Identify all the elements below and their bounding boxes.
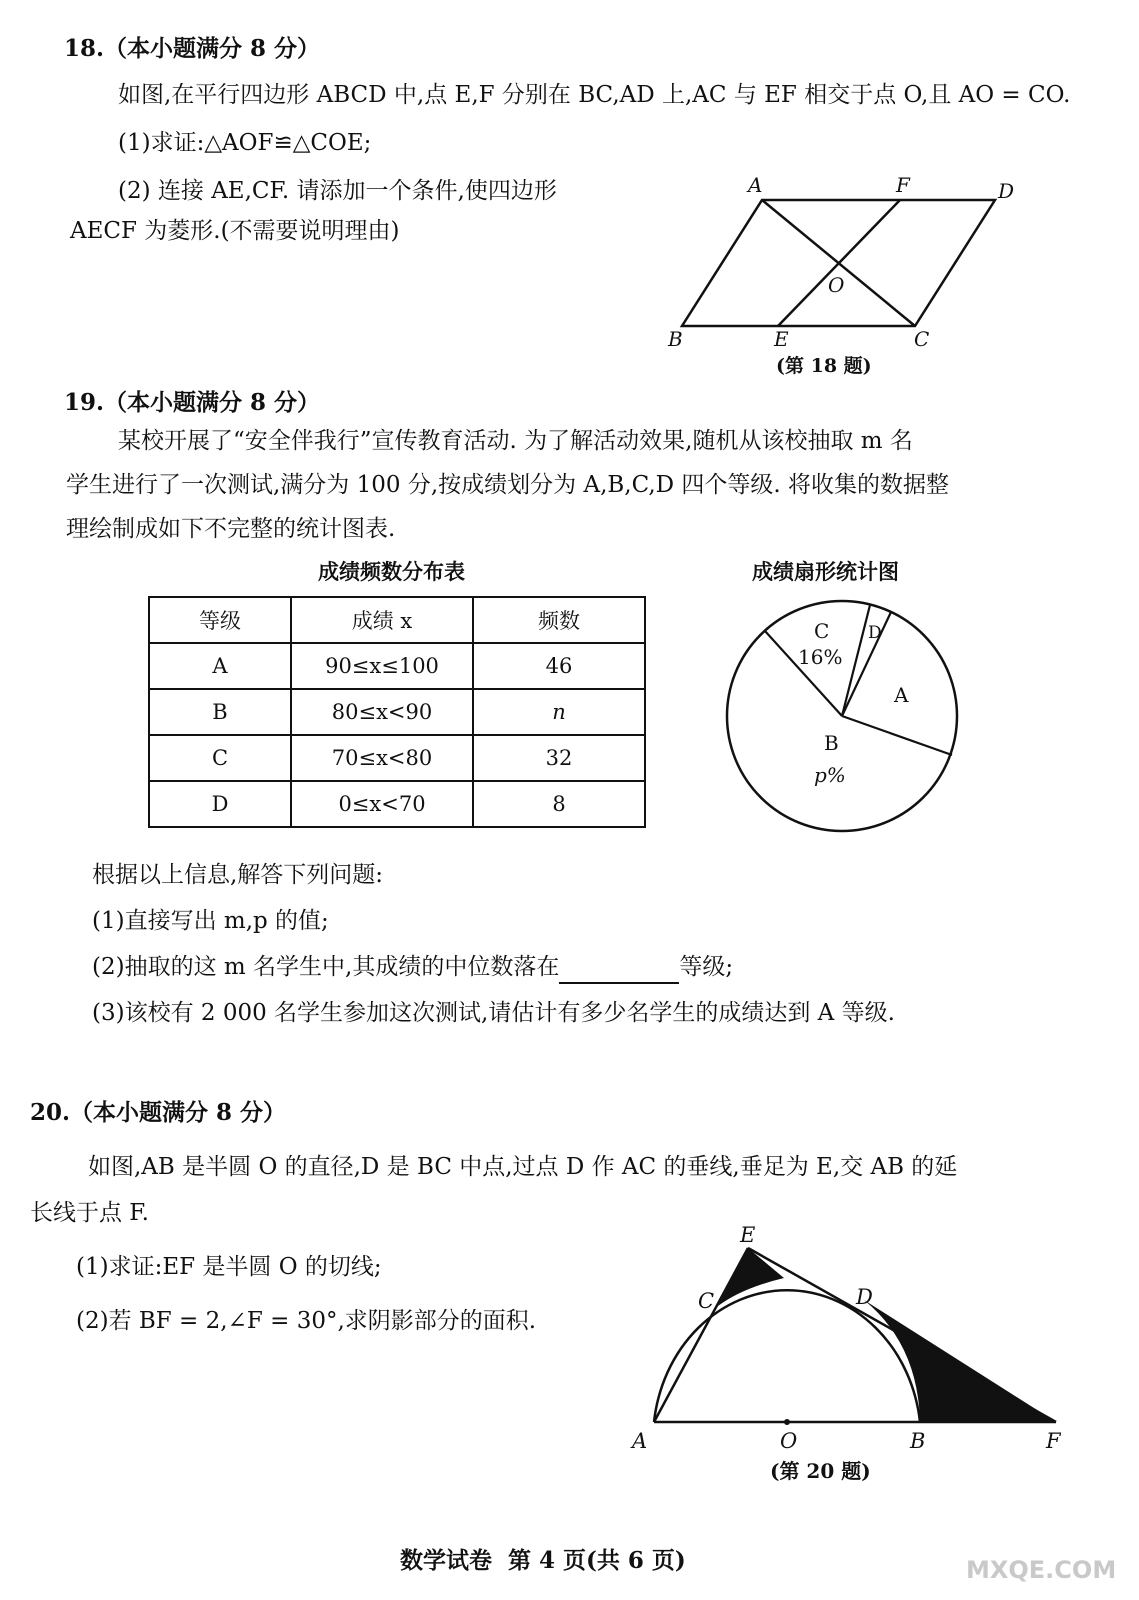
- pie-divider-ab: [842, 716, 952, 755]
- q18-part2-line1: (2) 连接 AE,CF. 请添加一个条件,使四边形: [118, 178, 557, 204]
- q19-stem-line2: 学生进行了一次测试,满分为 100 分,按成绩划分为 A,B,C,D 四个等级. 将收集的数据整: [66, 472, 950, 498]
- q18-part2-line2: AECF 为菱形.(不需要说明理由): [70, 218, 400, 244]
- table-cell: 80≤x<90: [291, 689, 473, 735]
- q18-stem: 如图,在平行四边形 ABCD 中,点 E,F 分别在 BC,AD 上,AC 与 EF 相交于点 O,且 AO = CO.: [118, 82, 1071, 108]
- pie-label-c: C: [814, 619, 830, 643]
- table-row: [149, 689, 645, 735]
- label-c: C: [914, 327, 930, 351]
- table-cell: A: [149, 643, 291, 689]
- watermark-text: MXQE.COM: [966, 1556, 1117, 1584]
- table-header-cell: 成绩 x: [291, 597, 473, 643]
- q19-header: 19.（本小题满分 8 分）: [64, 389, 321, 416]
- q18-part1: (1)求证:△AOF≌△COE;: [118, 130, 372, 156]
- label-b: B: [668, 327, 683, 351]
- label-d: D: [998, 179, 1015, 203]
- table-cell: 0≤x<70: [291, 781, 473, 827]
- shaded-region-lower: [864, 1300, 1056, 1422]
- pie-divider-bc: [765, 631, 842, 716]
- q19-stem-line3: 理绘制成如下不完整的统计图表.: [66, 516, 396, 542]
- q20-header: 20.（本小题满分 8 分）: [30, 1099, 287, 1126]
- q19-part2: [92, 950, 733, 984]
- q18-header: 18.（本小题满分 8 分）: [64, 35, 321, 62]
- q20-stem-line2: 长线于点 F.: [30, 1200, 149, 1226]
- table-cell: 90≤x≤100: [291, 643, 473, 689]
- q19-part2-suffix: 等级;: [679, 954, 734, 980]
- q19-part2-text: (2)抽取的这 m 名学生中,其成绩的中位数落在: [92, 954, 560, 980]
- label-e: E: [740, 1223, 756, 1247]
- table-title: 成绩频数分布表: [318, 559, 465, 584]
- line-ae: [654, 1248, 748, 1422]
- q18-caption: (第 18 题): [776, 355, 872, 377]
- pie-label-a: A: [894, 683, 909, 707]
- line-ef: [748, 1248, 1056, 1422]
- pie-title: 成绩扇形统计图: [752, 559, 899, 584]
- table-cell: 8: [473, 781, 645, 827]
- frequency-table: [148, 596, 646, 828]
- q19-part3: (3)该校有 2 000 名学生参加这次测试,请估计有多少名学生的成绩达到 A 等级.: [92, 1000, 895, 1026]
- table-cell: C: [149, 735, 291, 781]
- table-row: [149, 781, 645, 827]
- label-a: A: [748, 173, 763, 197]
- label-f: F: [1046, 1429, 1061, 1453]
- answer-blank: [559, 960, 679, 984]
- center-point: [784, 1419, 790, 1425]
- table-row: [149, 735, 645, 781]
- q19-stem-line1: 某校开展了“安全伴我行”宣传教育活动. 为了解活动效果,随机从该校抽取 m 名: [118, 428, 913, 454]
- page-footer: 数学试卷 第 4 页(共 6 页): [400, 1547, 686, 1574]
- table-header-cell: 等级: [149, 597, 291, 643]
- table-row: [149, 643, 645, 689]
- q20-stem-line1: 如图,AB 是半圆 O 的直径,D 是 BC 中点,过点 D 作 AC 的垂线,垂足为 E,交 AB 的延: [88, 1154, 958, 1180]
- q19-intro: 根据以上信息,解答下列问题:: [92, 862, 384, 888]
- q20-part2: (2)若 BF = 2,∠F = 30°,求阴影部分的面积.: [76, 1308, 537, 1334]
- table-cell: B: [149, 689, 291, 735]
- pie-label-d: D: [868, 623, 882, 643]
- table-cell: n: [473, 689, 645, 735]
- table-cell: 46: [473, 643, 645, 689]
- pie-divider-da: [842, 612, 891, 716]
- pie-label-b: B: [824, 731, 839, 755]
- table-cell: 70≤x<80: [291, 735, 473, 781]
- table-cell: D: [149, 781, 291, 827]
- q20-caption: (第 20 题): [770, 1459, 871, 1483]
- shaded-region-upper: [718, 1248, 784, 1306]
- label-f: F: [896, 173, 910, 197]
- label-b: B: [910, 1429, 926, 1453]
- segment-ef: [778, 200, 900, 326]
- label-d: D: [856, 1285, 873, 1309]
- label-e: E: [774, 327, 789, 351]
- pie-divider-cd: [842, 605, 870, 716]
- label-c: C: [698, 1289, 715, 1313]
- table-cell: 32: [473, 735, 645, 781]
- label-o: O: [780, 1429, 798, 1453]
- pie-chart: [716, 598, 976, 838]
- pie-label-c-pct: 16%: [798, 645, 843, 669]
- semicircle-arc: [654, 1290, 920, 1422]
- q20-figure: [620, 1220, 1090, 1490]
- q18-figure: [650, 170, 1050, 380]
- pie-label-b-pct: p%: [814, 763, 846, 787]
- label-a: A: [632, 1429, 648, 1453]
- q20-part1: (1)求证:EF 是半圆 O 的切线;: [76, 1254, 382, 1280]
- q19-part1: (1)直接写出 m,p 的值;: [92, 908, 329, 934]
- table-header-row: [149, 597, 645, 643]
- label-o: O: [828, 273, 845, 297]
- table-header-cell: 频数: [473, 597, 645, 643]
